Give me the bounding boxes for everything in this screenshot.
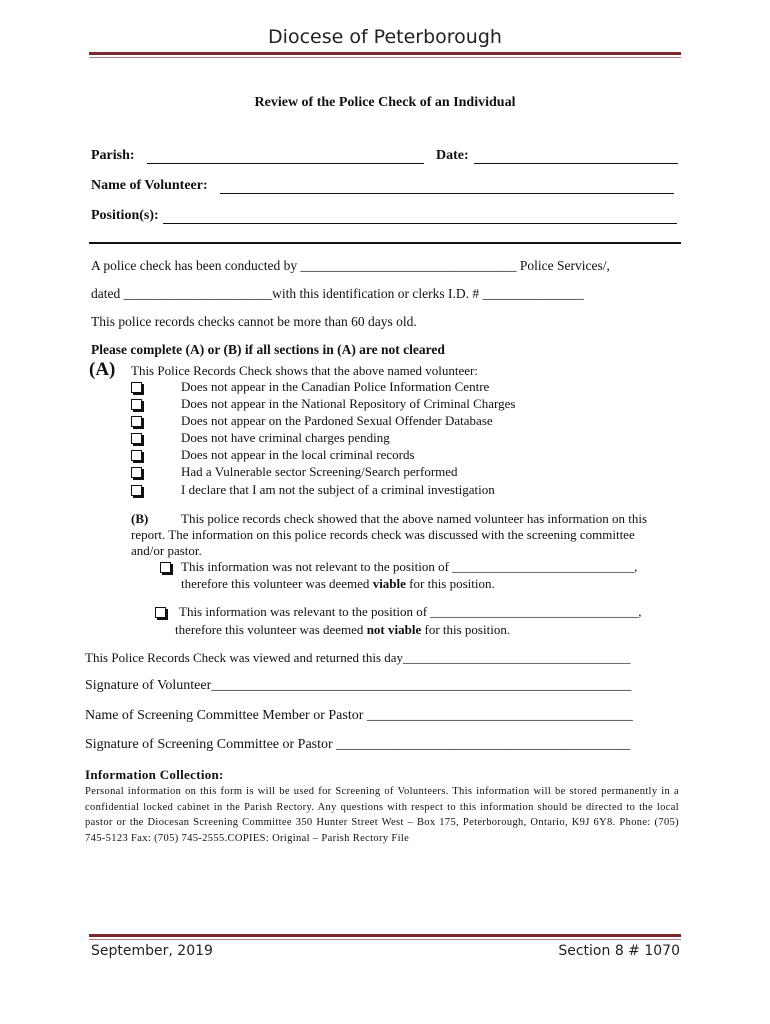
footer-rule: [89, 934, 681, 937]
information-collection-title: Information Collection:: [85, 767, 224, 782]
section-b-line1: This police records check showed that the above named volunteer has information on this: [181, 511, 648, 526]
section-b-line3: and/or pastor.: [131, 543, 202, 558]
checkbox-vulnerable-sector[interactable]: [131, 467, 142, 478]
item-declaration: I declare that I am not the subject of a criminal investigation: [181, 482, 495, 497]
volunteer-name-field[interactable]: [220, 193, 674, 194]
viable-line: [181, 576, 495, 592]
instruction-line: Please complete (A) or (B) if all sections in (A) are not cleared: [91, 342, 445, 357]
checkbox-charges-pending[interactable]: [131, 433, 142, 444]
positions-label: Position(s):: [91, 208, 159, 223]
footer-section: Section 8 # 1070: [558, 943, 680, 959]
not-viable-line: [175, 622, 510, 638]
document-header-title: Diocese of Peterborough: [268, 26, 502, 48]
checkbox-local-records[interactable]: [131, 450, 142, 461]
section-a-intro: This Police Records Check shows that the above named volunteer:: [131, 363, 478, 378]
checkbox-relevant[interactable]: [155, 607, 166, 618]
dated-line: dated ______________________with this identification or clerks I.D. # _______________: [91, 286, 584, 301]
viable-term: viable: [372, 576, 406, 591]
section-b-line2: report. The information on this police records check was discussed with the screening committee: [131, 527, 635, 542]
viewed-returned-line: This Police Records Check was viewed and returned this day___________________________________: [85, 650, 631, 665]
item-pardoned-offender: Does not appear on the Pardoned Sexual Offender Database: [181, 413, 493, 428]
committee-signature-line: Signature of Screening Committee or Pastor __________________________________________: [85, 737, 631, 752]
not-viable-suffix: for this position.: [421, 622, 511, 637]
footer-date: September, 2019: [91, 943, 213, 959]
section-b-marker: (B): [131, 511, 149, 526]
date-label: Date:: [436, 148, 469, 163]
header-rule-thin: [89, 57, 681, 58]
volunteer-signature-line: Signature of Volunteer____________________________________________________________: [85, 678, 632, 693]
information-collection-text: Personal information on this form is will be used for Screening of Volunteers. This information will be stored permanently in a confidential locked cabinet in the Parish Rectory. Any questions with respect to this information should be directed to the local pastor or the Diocesan Screening Committee 350 Hunter Street West – Box 175, Peterborough, Ontario, K9J 6Y8. Phone: (705) 745-5123 Fax: (705) 745-2555.COPIES: Original – Parish Rectory File: [85, 786, 679, 844]
checkbox-cpic[interactable]: [131, 382, 142, 393]
positions-field[interactable]: [163, 223, 677, 224]
section-a-marker: (A): [89, 359, 116, 380]
parish-field[interactable]: [147, 163, 424, 164]
not-viable-prefix: therefore this volunteer was deemed: [175, 622, 367, 637]
section-divider: [89, 242, 681, 244]
checkbox-not-relevant[interactable]: [160, 562, 171, 573]
footer-rule-thin: [89, 939, 681, 940]
parish-label: Parish:: [91, 148, 135, 163]
item-vulnerable-sector: Had a Vulnerable sector Screening/Search performed: [181, 464, 458, 479]
committee-member-name-line: Name of Screening Committee Member or Pastor ______________________________________: [85, 708, 633, 723]
checkbox-pardoned-offender[interactable]: [131, 416, 142, 427]
age-limit-note: This police records checks cannot be more than 60 days old.: [91, 314, 417, 329]
checkbox-national-repository[interactable]: [131, 399, 142, 410]
item-cpic: Does not appear in the Canadian Police Information Centre: [181, 379, 490, 394]
not-viable-term: not viable: [366, 622, 422, 637]
header-rule: [89, 52, 681, 55]
item-national-repository: Does not appear in the National Repository of Criminal Charges: [181, 396, 516, 411]
date-field[interactable]: [474, 163, 678, 164]
viable-suffix: for this position.: [405, 576, 495, 591]
item-charges-pending: Does not have criminal charges pending: [181, 430, 390, 445]
not-relevant-line: This information was not relevant to the position of ____________________________,: [181, 559, 638, 574]
item-local-records: Does not appear in the local criminal records: [181, 447, 415, 462]
viable-prefix: therefore this volunteer was deemed: [181, 576, 373, 591]
relevant-line: This information was relevant to the position of ________________________________,: [179, 604, 642, 619]
police-service-line: A police check has been conducted by ________________________________ Police Services/,: [91, 258, 610, 273]
form-title: Review of the Police Check of an Individual: [254, 95, 516, 110]
checkbox-declaration[interactable]: [131, 485, 142, 496]
volunteer-name-label: Name of Volunteer:: [91, 178, 208, 193]
